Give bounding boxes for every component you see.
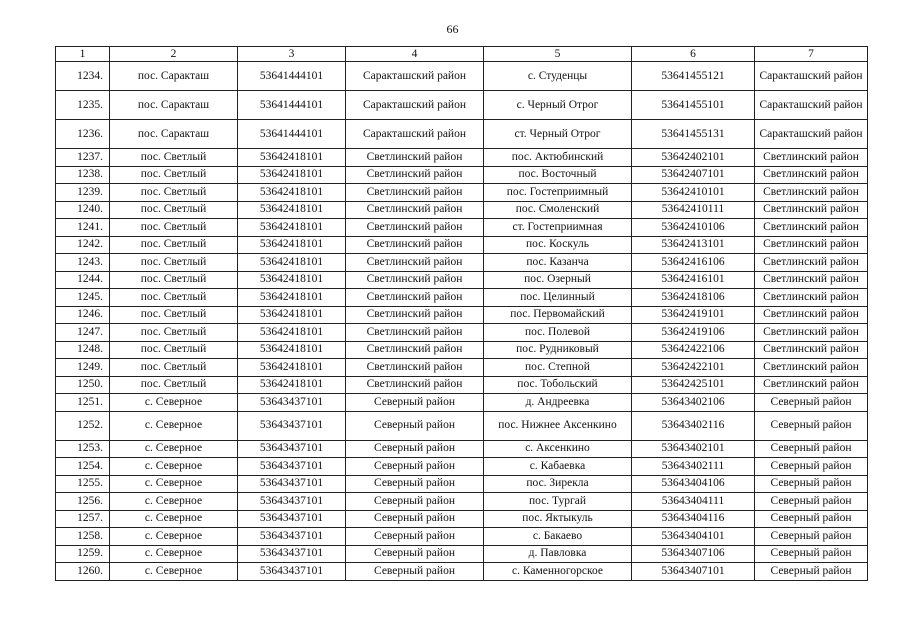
settlement-cell: пос. Нижнее Аксенкино <box>484 411 632 440</box>
district-cell: Северный район <box>346 545 484 563</box>
table-row <box>56 440 868 458</box>
row-number-cell: 1237. <box>56 149 110 167</box>
settlement-code-cell: 53641455121 <box>632 62 755 91</box>
settlement-cell: с. Аксенкино <box>484 440 632 458</box>
city-cell: пос. Светлый <box>110 219 238 237</box>
settlement-cell: пос. Коскуль <box>484 236 632 254</box>
settlement-code-cell: 53643404101 <box>632 528 755 546</box>
table-row <box>56 510 868 528</box>
city-cell: с. Северное <box>110 510 238 528</box>
settlement-code-cell: 53643407106 <box>632 545 755 563</box>
header-cell: 5 <box>484 47 632 62</box>
settlement-code-cell: 53643404111 <box>632 493 755 511</box>
settlement-code-cell: 53643402106 <box>632 394 755 412</box>
row-number-cell: 1257. <box>56 510 110 528</box>
settlement-code-cell: 53642418106 <box>632 289 755 307</box>
row-number-cell: 1258. <box>56 528 110 546</box>
city-cell: пос. Светлый <box>110 359 238 377</box>
table-row <box>56 376 868 394</box>
settlement-cell: д. Андреевка <box>484 394 632 412</box>
table-body <box>56 62 868 581</box>
city-cell: пос. Светлый <box>110 149 238 167</box>
city-code-cell: 53643437101 <box>238 493 346 511</box>
table-row <box>56 236 868 254</box>
table-row <box>56 394 868 412</box>
district-cell: Светлинский район <box>346 166 484 184</box>
row-number-cell: 1236. <box>56 120 110 149</box>
settlement-cell: пос. Озерный <box>484 271 632 289</box>
district-cell: Северный район <box>346 411 484 440</box>
district-cell: Светлинский район <box>346 149 484 167</box>
city-cell: с. Северное <box>110 458 238 476</box>
table-row <box>56 254 868 272</box>
table-row <box>56 62 868 91</box>
settlement-cell: пос. Целинный <box>484 289 632 307</box>
district-name-cell: Северный район <box>755 510 868 528</box>
settlement-cell: пос. Восточный <box>484 166 632 184</box>
settlement-code-cell: 53642422106 <box>632 341 755 359</box>
city-code-cell: 53643437101 <box>238 510 346 528</box>
settlement-code-cell: 53642413101 <box>632 236 755 254</box>
header-cell: 7 <box>755 47 868 62</box>
city-code-cell: 53642418101 <box>238 254 346 272</box>
row-number-cell: 1251. <box>56 394 110 412</box>
row-number-cell: 1256. <box>56 493 110 511</box>
settlement-cell: пос. Первомайский <box>484 306 632 324</box>
settlement-cell: с. Кабаевка <box>484 458 632 476</box>
city-code-cell: 53642418101 <box>238 324 346 342</box>
city-cell: пос. Светлый <box>110 324 238 342</box>
city-cell: пос. Светлый <box>110 236 238 254</box>
row-number-cell: 1244. <box>56 271 110 289</box>
table-row <box>56 201 868 219</box>
row-number-cell: 1247. <box>56 324 110 342</box>
settlement-code-cell: 53642416106 <box>632 254 755 272</box>
table-row <box>56 184 868 202</box>
district-name-cell: Светлинский район <box>755 219 868 237</box>
city-code-cell: 53641444101 <box>238 62 346 91</box>
city-cell: пос. Саракташ <box>110 120 238 149</box>
district-cell: Светлинский район <box>346 254 484 272</box>
district-name-cell: Северный район <box>755 545 868 563</box>
city-cell: с. Северное <box>110 411 238 440</box>
city-cell: с. Северное <box>110 493 238 511</box>
city-code-cell: 53643437101 <box>238 440 346 458</box>
district-name-cell: Северный район <box>755 475 868 493</box>
district-name-cell: Светлинский район <box>755 254 868 272</box>
row-number-cell: 1239. <box>56 184 110 202</box>
table-row <box>56 411 868 440</box>
district-cell: Светлинский район <box>346 289 484 307</box>
settlement-code-cell: 53641455101 <box>632 91 755 120</box>
row-number-cell: 1245. <box>56 289 110 307</box>
header-cell: 4 <box>346 47 484 62</box>
city-code-cell: 53643437101 <box>238 563 346 581</box>
city-code-cell: 53643437101 <box>238 394 346 412</box>
city-cell: с. Северное <box>110 563 238 581</box>
settlement-cell: д. Павловка <box>484 545 632 563</box>
row-number-cell: 1235. <box>56 91 110 120</box>
settlement-cell: с. Черный Отрог <box>484 91 632 120</box>
district-cell: Светлинский район <box>346 324 484 342</box>
settlement-cell: пос. Яктыкуль <box>484 510 632 528</box>
city-cell: пос. Светлый <box>110 271 238 289</box>
district-name-cell: Саракташский район <box>755 120 868 149</box>
city-code-cell: 53642418101 <box>238 184 346 202</box>
page-number: 66 <box>446 22 459 36</box>
table-row <box>56 563 868 581</box>
city-cell: пос. Светлый <box>110 376 238 394</box>
settlement-cell: пос. Полевой <box>484 324 632 342</box>
table-row <box>56 324 868 342</box>
district-name-cell: Северный район <box>755 394 868 412</box>
settlement-cell: ст. Гостеприимная <box>484 219 632 237</box>
table-row <box>56 341 868 359</box>
city-cell: с. Северное <box>110 528 238 546</box>
district-cell: Светлинский район <box>346 271 484 289</box>
row-number-cell: 1238. <box>56 166 110 184</box>
district-cell: Северный район <box>346 394 484 412</box>
city-cell: пос. Светлый <box>110 306 238 324</box>
district-name-cell: Светлинский район <box>755 201 868 219</box>
city-cell: с. Северное <box>110 545 238 563</box>
settlement-code-cell: 53641455131 <box>632 120 755 149</box>
city-code-cell: 53642418101 <box>238 271 346 289</box>
district-cell: Северный район <box>346 563 484 581</box>
settlement-cell: ст. Черный Отрог <box>484 120 632 149</box>
table-row <box>56 545 868 563</box>
settlement-cell: с. Студенцы <box>484 62 632 91</box>
header-cell: 2 <box>110 47 238 62</box>
city-code-cell: 53642418101 <box>238 376 346 394</box>
district-cell: Саракташский район <box>346 91 484 120</box>
city-code-cell: 53642418101 <box>238 201 346 219</box>
city-code-cell: 53643437101 <box>238 475 346 493</box>
district-name-cell: Светлинский район <box>755 236 868 254</box>
district-name-cell: Светлинский район <box>755 376 868 394</box>
district-name-cell: Светлинский район <box>755 306 868 324</box>
settlement-code-cell: 53643404116 <box>632 510 755 528</box>
city-cell: с. Северное <box>110 440 238 458</box>
header-cell: 6 <box>632 47 755 62</box>
district-name-cell: Светлинский район <box>755 341 868 359</box>
city-code-cell: 53643437101 <box>238 528 346 546</box>
settlement-code-cell: 53642410106 <box>632 219 755 237</box>
table-row <box>56 219 868 237</box>
row-number-cell: 1243. <box>56 254 110 272</box>
city-cell: пос. Светлый <box>110 166 238 184</box>
settlement-cell: пос. Тобольский <box>484 376 632 394</box>
row-number-cell: 1260. <box>56 563 110 581</box>
row-number-cell: 1242. <box>56 236 110 254</box>
row-number-cell: 1234. <box>56 62 110 91</box>
district-cell: Светлинский район <box>346 184 484 202</box>
city-code-cell: 53643437101 <box>238 458 346 476</box>
settlement-code-cell: 53642425101 <box>632 376 755 394</box>
settlement-code-cell: 53642410101 <box>632 184 755 202</box>
district-name-cell: Светлинский район <box>755 359 868 377</box>
header-cell: 3 <box>238 47 346 62</box>
city-cell: пос. Светлый <box>110 201 238 219</box>
settlement-code-cell: 53642419101 <box>632 306 755 324</box>
district-name-cell: Северный район <box>755 440 868 458</box>
settlement-cell: с. Каменногорское <box>484 563 632 581</box>
city-cell: пос. Светлый <box>110 184 238 202</box>
settlement-code-cell: 53643402111 <box>632 458 755 476</box>
district-name-cell: Северный район <box>755 563 868 581</box>
district-cell: Северный район <box>346 493 484 511</box>
district-cell: Саракташский район <box>346 120 484 149</box>
city-code-cell: 53642418101 <box>238 166 346 184</box>
table-row <box>56 289 868 307</box>
table-row <box>56 120 868 149</box>
district-name-cell: Светлинский район <box>755 184 868 202</box>
settlement-code-cell: 53642410111 <box>632 201 755 219</box>
district-name-cell: Северный район <box>755 411 868 440</box>
row-number-cell: 1240. <box>56 201 110 219</box>
city-code-cell: 53642418101 <box>238 289 346 307</box>
city-cell: с. Северное <box>110 475 238 493</box>
table-row <box>56 458 868 476</box>
district-cell: Северный район <box>346 528 484 546</box>
district-cell: Северный район <box>346 440 484 458</box>
city-cell: пос. Светлый <box>110 341 238 359</box>
row-number-cell: 1255. <box>56 475 110 493</box>
district-name-cell: Светлинский район <box>755 289 868 307</box>
district-cell: Светлинский район <box>346 341 484 359</box>
settlement-code-cell: 53642416101 <box>632 271 755 289</box>
table-row <box>56 166 868 184</box>
city-cell: пос. Саракташ <box>110 91 238 120</box>
settlement-code-cell: 53643402101 <box>632 440 755 458</box>
settlement-cell: пос. Степной <box>484 359 632 377</box>
city-code-cell: 53642418101 <box>238 341 346 359</box>
city-cell: пос. Светлый <box>110 254 238 272</box>
settlement-code-cell: 53643402116 <box>632 411 755 440</box>
district-name-cell: Светлинский район <box>755 324 868 342</box>
district-name-cell: Саракташский район <box>755 91 868 120</box>
settlement-cell: пос. Тургай <box>484 493 632 511</box>
settlement-code-cell: 53643404106 <box>632 475 755 493</box>
settlement-code-cell: 53642407101 <box>632 166 755 184</box>
row-number-cell: 1241. <box>56 219 110 237</box>
district-cell: Саракташский район <box>346 62 484 91</box>
table-row <box>56 493 868 511</box>
settlement-cell: пос. Казанча <box>484 254 632 272</box>
settlement-cell: пос. Зирекла <box>484 475 632 493</box>
header-row <box>56 47 868 62</box>
row-number-cell: 1250. <box>56 376 110 394</box>
settlement-cell: пос. Гостеприимный <box>484 184 632 202</box>
district-name-cell: Светлинский район <box>755 149 868 167</box>
district-name-cell: Светлинский район <box>755 271 868 289</box>
table-row <box>56 149 868 167</box>
city-cell: пос. Саракташ <box>110 62 238 91</box>
table-row <box>56 271 868 289</box>
district-name-cell: Саракташский район <box>755 62 868 91</box>
district-cell: Северный район <box>346 475 484 493</box>
table-row <box>56 91 868 120</box>
district-cell: Светлинский район <box>346 236 484 254</box>
city-code-cell: 53642418101 <box>238 149 346 167</box>
settlement-code-cell: 53642402101 <box>632 149 755 167</box>
city-code-cell: 53642418101 <box>238 236 346 254</box>
city-code-cell: 53641444101 <box>238 91 346 120</box>
settlements-table <box>55 46 868 581</box>
header-cell: 1 <box>56 47 110 62</box>
settlement-cell: с. Бакаево <box>484 528 632 546</box>
city-cell: с. Северное <box>110 394 238 412</box>
settlement-code-cell: 53643407101 <box>632 563 755 581</box>
row-number-cell: 1248. <box>56 341 110 359</box>
district-cell: Светлинский район <box>346 306 484 324</box>
district-name-cell: Светлинский район <box>755 166 868 184</box>
city-code-cell: 53642418101 <box>238 219 346 237</box>
city-code-cell: 53643437101 <box>238 545 346 563</box>
settlement-cell: пос. Смоленский <box>484 201 632 219</box>
city-code-cell: 53641444101 <box>238 120 346 149</box>
district-name-cell: Северный район <box>755 528 868 546</box>
district-cell: Светлинский район <box>346 219 484 237</box>
district-cell: Северный район <box>346 510 484 528</box>
district-cell: Светлинский район <box>346 201 484 219</box>
settlement-code-cell: 53642419106 <box>632 324 755 342</box>
row-number-cell: 1259. <box>56 545 110 563</box>
table-row <box>56 359 868 377</box>
district-name-cell: Северный район <box>755 493 868 511</box>
row-number-cell: 1246. <box>56 306 110 324</box>
settlement-code-cell: 53642422101 <box>632 359 755 377</box>
city-cell: пос. Светлый <box>110 289 238 307</box>
settlement-cell: пос. Актюбинский <box>484 149 632 167</box>
city-code-cell: 53642418101 <box>238 306 346 324</box>
settlement-cell: пос. Рудниковый <box>484 341 632 359</box>
row-number-cell: 1254. <box>56 458 110 476</box>
district-cell: Северный район <box>346 458 484 476</box>
table-row <box>56 306 868 324</box>
city-code-cell: 53642418101 <box>238 359 346 377</box>
district-cell: Светлинский район <box>346 359 484 377</box>
city-code-cell: 53643437101 <box>238 411 346 440</box>
row-number-cell: 1252. <box>56 411 110 440</box>
row-number-cell: 1249. <box>56 359 110 377</box>
table-row <box>56 528 868 546</box>
district-cell: Светлинский район <box>346 376 484 394</box>
row-number-cell: 1253. <box>56 440 110 458</box>
table-row <box>56 475 868 493</box>
district-name-cell: Северный район <box>755 458 868 476</box>
